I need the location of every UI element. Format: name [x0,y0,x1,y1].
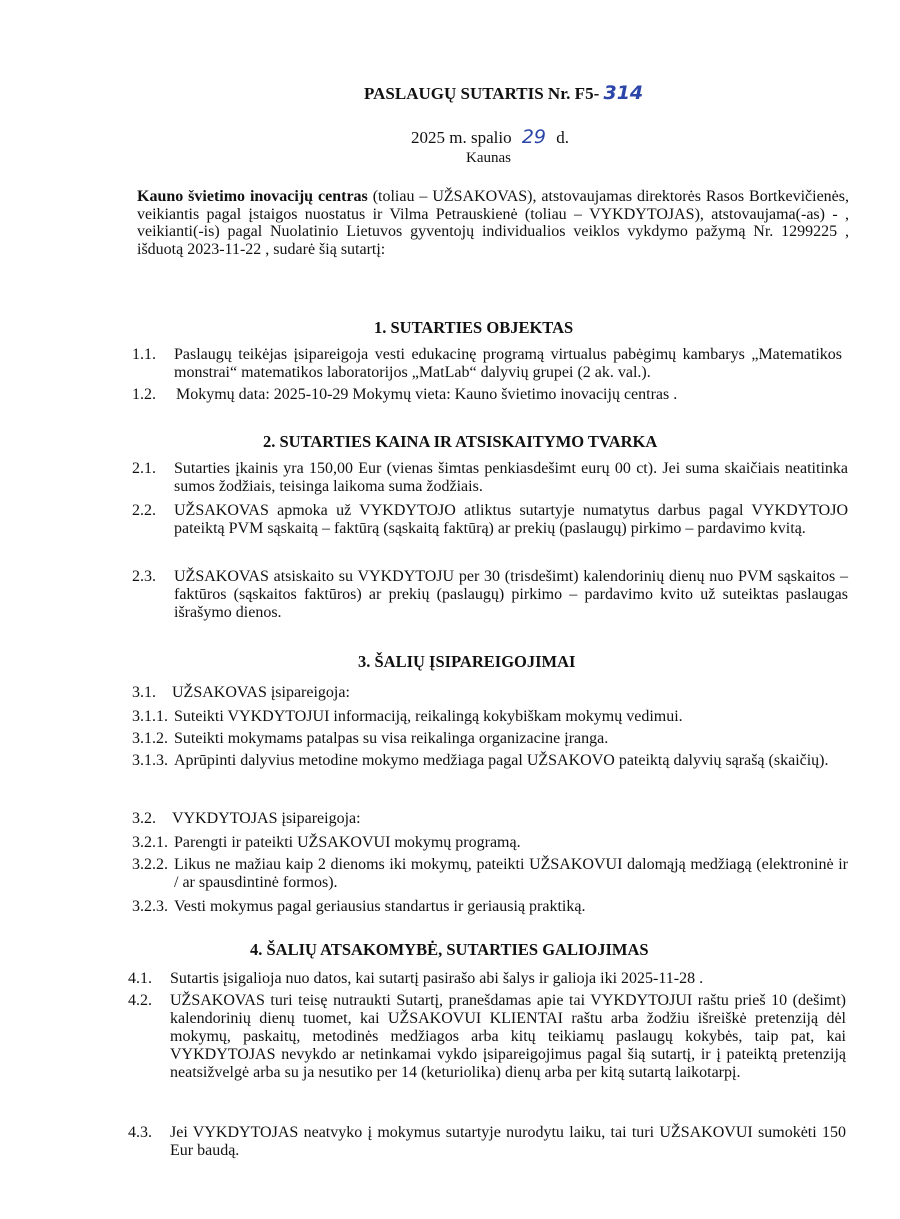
date-year: 2025 m. [411,128,467,147]
clause-text: VYKDYTOJAS įsipareigoja: [172,810,361,827]
clause-number: 2.2. [132,502,156,519]
clause-number: 1.1. [132,346,156,363]
clause-text: Sutartis įsigalioja nuo datos, kai sutartį pasirašo abi šalys ir galioja iki 2025-11-28 . [170,970,704,987]
clause-text: Sutarties įkainis yra 150,00 Eur (vienas šimtas penkiasdešimt eurų 00 ct). Jei suma skaičiais neatitinka sumos žodžiais, teisinga laikoma suma žodžiais. [174,460,848,495]
section-4-title: 4. ŠALIŲ ATSAKOMYBĖ, SUTARTIES GALIOJIMAS [250,940,649,959]
org-name: Kauno švietimo inovacijų centras [137,188,368,205]
intro-text: (toliau – UŽSAKOVAS), atstovaujamas direktorės Rasos Bortkevičienės, veikiantis pagal įstaigos nuostatus ir Vilma Petrauskienė (toliau – VYKDYTOJAS), atstovaujama(-as) - , veikianti(-is) pagal Nuolatinio Lietuvos gyventojų individualios veiklos vykdymo pažymą Nr. 1299225 , išduotą 2023-11-22 , sudarė šią sutartį: [137,188,849,258]
clause-text: Likus ne mažiau kaip 2 dienoms iki mokymų, pateikti UŽSAKOVUI dalomąją medžiagą (elektroninė ir / ar spausdintinė formos). [174,856,848,891]
clause-text: Parengti ir pateikti UŽSAKOVUI mokymų programą. [174,834,521,851]
clause-number: 1.2. [132,386,156,403]
clause-3-1-2 [132,730,848,748]
section-3-title: 3. ŠALIŲ ĮSIPAREIGOJIMAI [358,652,576,671]
clause-number: 4.2. [128,992,152,1009]
clause-text: UŽSAKOVAS atsiskaito su VYKDYTOJU per 30 (trisdešimt) kalendorinių dienų nuo PVM sąskaitos – faktūros (sąskaitos faktūros) ar prekių (paslaugų) pirkimo – pardavimo kvito už suteiktas paslaugas išrašymo dienos. [174,568,848,621]
section-1-title: 1. SUTARTIES OBJEKTAS [374,318,574,337]
clause-text: Vesti mokymus pagal geriausius standartus ir geriausią praktiką. [174,898,586,915]
clause-2-2 [132,502,848,538]
intro-paragraph [137,188,849,258]
contract-title [364,82,643,104]
clause-text: Jei VYKDYTOJAS neatvyko į mokymus sutartyje nurodytu laiku, tai turi UŽSAKOVUI sumokėti 150 Eur baudą. [170,1124,846,1159]
clause-2-1 [132,460,848,496]
clause-text: Mokymų data: 2025-10-29 Mokymų vieta: Kauno švietimo inovacijų centras . [176,386,678,403]
clause-text: UŽSAKOVAS apmoka už VYKDYTOJO atliktus sutartyje numatytus darbus pagal VYKDYTOJO pateiktą PVM sąskaitą – faktūrą (sąskaitą faktūrą) ar prekių (paslaugų) pirkimo – pardavimo kvitą. [174,502,848,537]
contract-title-text: PASLAUGŲ SUTARTIS Nr. F5- [364,84,600,103]
clause-number: 3.1.3. [132,752,168,769]
clause-number: 4.1. [128,970,152,987]
clause-3-1 [132,684,848,702]
clause-number: 3.1. [132,684,156,701]
clause-number: 4.3. [128,1124,152,1141]
clause-3-2-3 [132,898,848,916]
clause-1-2 [132,386,842,404]
clause-3-1-1 [132,708,848,726]
clause-3-2-2 [132,856,848,892]
clause-number: 2.3. [132,568,156,585]
clause-text: Suteikti VYKDYTOJUI informaciją, reikalingą kokybiškam mokymų vedimui. [174,708,683,725]
date-month: spalio [470,128,512,147]
clause-number: 2.1. [132,460,156,477]
date-day-handwritten: 29 [521,126,547,148]
clause-1-1 [132,346,842,382]
clause-number: 3.1.2. [132,730,168,747]
section-2-title: 2. SUTARTIES KAINA IR ATSISKAITYMO TVARKA [263,432,658,451]
clause-text: Paslaugų teikėjas įsipareigoja vesti edukacinę programą virtualus pabėgimų kambarys „Matematikos monstrai“ matematikos laboratorijos „MatLab“ dalyvių grupei (2 ak. val.). [174,346,842,381]
contract-city: Kaunas [466,150,511,166]
clause-3-2 [132,810,848,828]
contract-date [411,126,569,148]
clause-4-1 [128,970,846,988]
clause-number: 3.2.3. [132,898,168,915]
clause-3-2-1 [132,834,848,852]
clause-text: Aprūpinti dalyvius metodine mokymo medžiaga pagal UŽSAKOVO pateiktą dalyvių sąrašą (skaičių). [174,752,829,769]
clause-text: Suteikti mokymams patalpas su visa reikalinga organizacine įranga. [174,730,609,747]
clause-4-3 [128,1124,846,1160]
clause-text: UŽSAKOVAS įsipareigoja: [172,684,350,701]
clause-4-2 [128,992,846,1082]
clause-number: 3.1.1. [132,708,168,725]
clause-text: UŽSAKOVAS turi teisę nutraukti Sutartį, pranešdamas apie tai VYKDYTOJUI raštu prieš 10 (dešimt) kalendorinių dienų tuomet, kai UŽSAKOVUI KLIENTAI raštu arba žodžiu išreiškė pretenziją dėl mokymų, paskaitų, metodinės medžiagos arba kitų teikiamų paslaugų kokybės, taip pat, kai VYKDYTOJAS nevykdo ar netinkamai vykdo įsipareigojimus pagal šią sutartį, ir į pateiktą pretenziją neatsižvelgė arba su ja nesutiko per 14 (keturiolika) dienų arba per kitą sutartą laikotarpį. [170,992,846,1081]
date-day-suffix: d. [556,128,570,147]
clause-number: 3.2.2. [132,856,168,873]
clause-2-3 [132,568,848,622]
clause-number: 3.2.1. [132,834,168,851]
contract-number-handwritten: 314 [603,82,644,104]
clause-number: 3.2. [132,810,156,827]
clause-3-1-3 [132,752,848,770]
